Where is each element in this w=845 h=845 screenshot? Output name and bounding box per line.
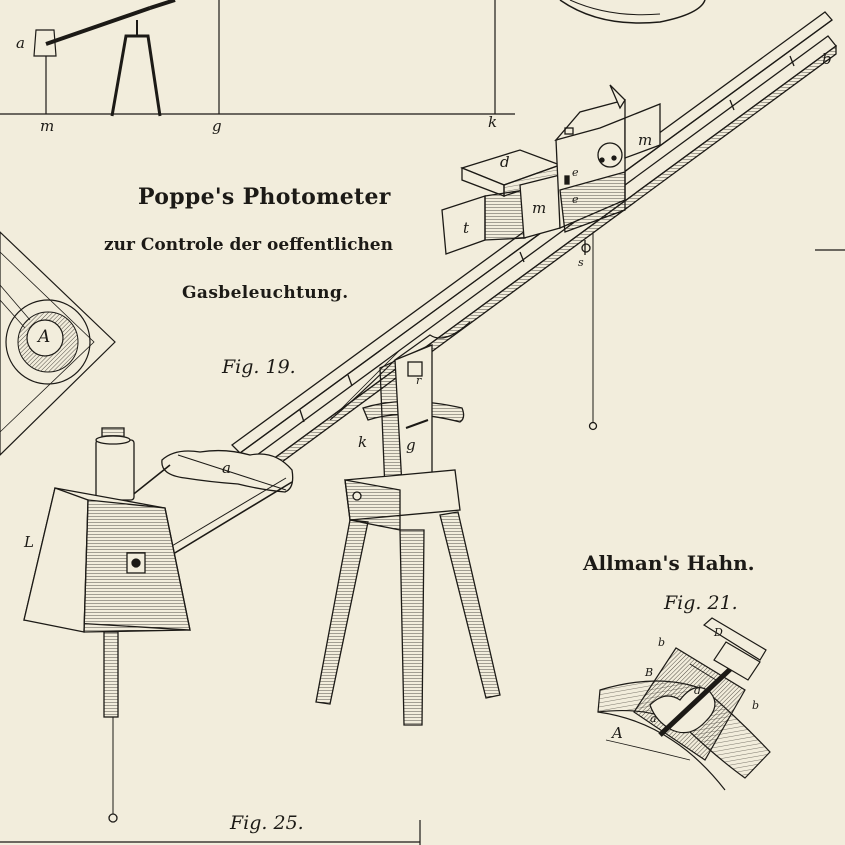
cock-label-b-right: b bbox=[752, 699, 760, 712]
label-s: s bbox=[578, 256, 584, 269]
cock-label-B: B bbox=[645, 666, 654, 679]
circle-label-A: A bbox=[38, 327, 51, 347]
top-balance-diagram bbox=[0, 0, 705, 116]
plate-subtitle-line2: Gasbeleuchtung. bbox=[182, 283, 349, 303]
rail-label-b: b bbox=[822, 50, 832, 68]
cock-label-b-upper: b bbox=[658, 636, 666, 649]
box-label-e-lower: e bbox=[572, 193, 579, 206]
top-label-a: a bbox=[16, 34, 25, 52]
top-label-k: k bbox=[488, 113, 498, 131]
top-label-g: g bbox=[212, 117, 222, 135]
allman-cock-figure bbox=[598, 618, 770, 790]
stand-label-g: g bbox=[406, 436, 416, 454]
box-label-e-upper: e bbox=[572, 166, 579, 179]
box-label-m-lower: m bbox=[532, 199, 547, 217]
top-label-m: m bbox=[40, 117, 55, 135]
left-partial-figure bbox=[0, 232, 115, 455]
fig21-label: Fig. 21. bbox=[664, 592, 738, 614]
plate-subtitle-line1: zur Controle der oeffentlichen bbox=[104, 235, 393, 255]
fig19-label: Fig. 19. bbox=[222, 356, 296, 378]
fig25-label: Fig. 25. bbox=[230, 812, 304, 834]
cock-label-d: d bbox=[694, 684, 702, 697]
lamp-label-L: L bbox=[24, 533, 34, 551]
box-label-m-upper: m bbox=[638, 131, 653, 149]
carrier-label-a: a bbox=[222, 459, 231, 477]
box-label-t: t bbox=[463, 219, 470, 237]
cock-label-A: A bbox=[612, 724, 623, 742]
allman-title: Allman's Hahn. bbox=[583, 551, 755, 575]
lamp-L bbox=[24, 428, 190, 822]
stand-label-k: k bbox=[358, 433, 368, 451]
cock-label-D: D bbox=[714, 626, 723, 639]
plate-title: Poppe's Photometer bbox=[138, 184, 391, 210]
cock-label-a: a bbox=[650, 712, 657, 725]
stand-label-r: r bbox=[416, 374, 422, 387]
box-label-d: d bbox=[500, 153, 510, 171]
